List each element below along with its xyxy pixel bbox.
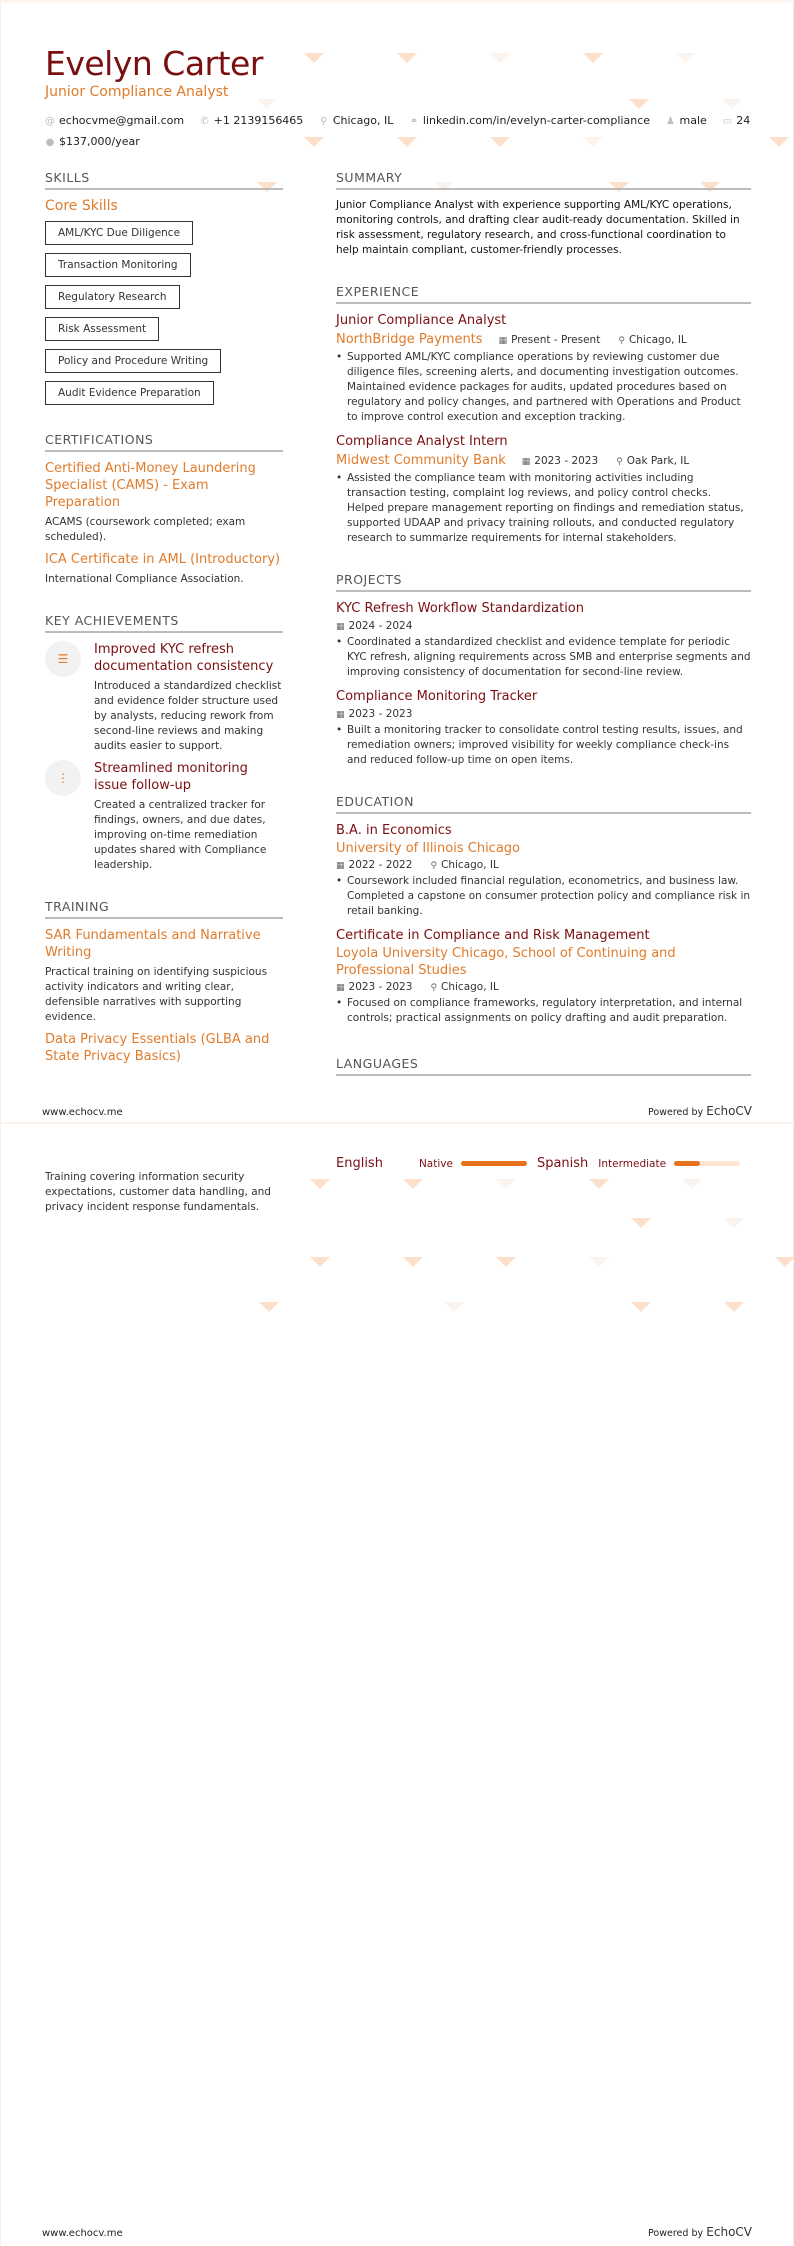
page-footer	[42, 1104, 752, 1118]
language-name: Spanish	[536, 1156, 589, 1171]
training-desc: Practical training on identifying suspicious activity indicators and writing clear, defensible narratives with supporting evidence.	[45, 966, 268, 1023]
contact-salary: ● $137,000/year	[45, 132, 140, 153]
resume-page-2	[0, 1122, 794, 2246]
project-item	[336, 688, 751, 768]
resume-header	[45, 45, 263, 100]
left-column	[45, 170, 283, 1065]
certifications-section	[45, 432, 283, 587]
footer-site-link[interactable]: www.echocv.me	[42, 1107, 123, 1118]
footer-brand[interactable]: EchoCV	[706, 2225, 752, 2239]
company-name: NorthBridge Payments	[336, 332, 483, 347]
skill-tag: Risk Assessment	[45, 317, 159, 341]
achievement-desc: Created a centralized tracker for findings, owners, and due dates, improving on-time remediation updates shared with Compliance leadership.	[94, 799, 267, 871]
align-left-icon: ☰	[45, 641, 81, 677]
certification-name: ICA Certificate in AML (Introductory)	[45, 552, 281, 567]
salary-icon: ●	[45, 137, 55, 148]
degree-title: B.A. in Economics	[336, 823, 452, 838]
language-proficiency-bar	[461, 1161, 527, 1166]
language-name: English	[336, 1156, 383, 1171]
languages-list	[336, 1156, 751, 1171]
job-location: Oak Park, IL	[626, 455, 690, 467]
skill-tag: Audit Evidence Preparation	[45, 381, 214, 405]
footer-brand[interactable]: EchoCV	[706, 1104, 752, 1118]
job-dates: Present - Present	[511, 334, 601, 346]
section-title: SUMMARY	[336, 170, 751, 190]
skill-tag: Regulatory Research	[45, 285, 180, 309]
location-icon: ⚲	[320, 116, 328, 127]
education-bullet: • Focused on compliance frameworks, regulatory interpretation, and internal controls; practical assignments on policy drafting and audit preparation.	[336, 996, 751, 1026]
location-pin-icon: ⚲	[618, 336, 625, 346]
education-location: Chicago, IL	[441, 859, 499, 871]
calendar-icon: ▦	[336, 710, 345, 720]
skill-tag: AML/KYC Due Diligence	[45, 221, 193, 245]
section-title: SKILLS	[45, 170, 283, 190]
achievement-item	[45, 641, 283, 754]
achievement-desc: Introduced a standardized checklist and evidence folder structure used by analysts, reducing rework from second-line reviews and making audits easier to support.	[94, 680, 282, 752]
language-level: Native	[418, 1157, 453, 1170]
calendar-icon: ▦	[336, 983, 345, 993]
skill-tag: Policy and Procedure Writing	[45, 349, 221, 373]
section-title: TRAINING	[45, 899, 283, 919]
section-title: KEY ACHIEVEMENTS	[45, 613, 283, 633]
contact-email[interactable]: @ echocvme@gmail.com	[45, 111, 184, 132]
at-icon: @	[45, 116, 55, 127]
school-name: Loyola University Chicago, School of Continuing and Professional Studies	[336, 946, 676, 978]
location-pin-icon: ⚲	[616, 457, 623, 467]
certification-issuer: International Compliance Association.	[45, 573, 244, 585]
achievement-title: Streamlined monitoring issue follow-up	[94, 761, 248, 793]
project-bullet: • Built a monitoring tracker to consolidate control testing results, issues, and remediation owners; improved visibility for weekly compliance check-ins and reduced follow-up time on open items.	[336, 723, 751, 768]
calendar-icon: ▦	[521, 457, 531, 467]
resume-page-1	[0, 0, 794, 1122]
experience-item	[336, 433, 751, 546]
experience-section	[336, 284, 751, 546]
job-title: Junior Compliance Analyst	[336, 313, 507, 328]
candidate-name: Evelyn Carter	[45, 44, 263, 83]
training-item	[45, 1031, 283, 1065]
achievements-section	[45, 613, 283, 873]
training-section	[45, 899, 283, 1065]
job-location: Chicago, IL	[628, 334, 687, 346]
training-item	[45, 927, 283, 1025]
education-bullet: • Coursework included financial regulation, econometrics, and business law. Completed a capstone on consumer protection policy and compliance risk in retail banking.	[336, 874, 751, 919]
calendar-icon: ▦	[336, 622, 345, 632]
section-title: CERTIFICATIONS	[45, 432, 283, 452]
education-section	[336, 794, 751, 1026]
language-level: Intermediate	[598, 1157, 667, 1170]
certification-issuer: ACAMS (coursework completed; exam scheduled).	[45, 516, 246, 543]
training-name: Data Privacy Essentials (GLBA and State Privacy Basics)	[45, 1032, 270, 1064]
contact-age: ▭ 24	[722, 111, 750, 132]
education-location: Chicago, IL	[441, 981, 499, 993]
footer-powered-label: Powered by	[648, 1107, 704, 1118]
vertical-dots-icon: ⋮	[45, 760, 81, 796]
person-icon: ♟	[666, 116, 675, 127]
footer-powered-label: Powered by	[648, 2228, 704, 2239]
project-title: Compliance Monitoring Tracker	[336, 689, 538, 704]
job-title: Compliance Analyst Intern	[336, 434, 508, 449]
certification-item	[45, 551, 283, 587]
link-icon: ⚭	[409, 116, 419, 127]
section-title: LANGUAGES	[336, 1056, 751, 1076]
footer-site-link[interactable]: www.echocv.me	[42, 2228, 123, 2239]
location-pin-icon: ⚲	[430, 983, 438, 993]
language-proficiency-bar	[674, 1161, 740, 1166]
education-dates: 2022 - 2022	[348, 859, 413, 871]
project-dates: 2023 - 2023	[348, 708, 413, 720]
candidate-role: Junior Compliance Analyst	[45, 84, 229, 100]
projects-section	[336, 572, 751, 768]
languages-section	[336, 1056, 751, 1076]
section-title: PROJECTS	[336, 572, 751, 592]
education-dates: 2023 - 2023	[348, 981, 413, 993]
job-dates: 2023 - 2023	[534, 455, 599, 467]
skills-group-title: Core Skills	[45, 198, 118, 214]
education-item	[336, 822, 751, 919]
skill-tag: Transaction Monitoring	[45, 253, 191, 277]
company-name: Midwest Community Bank	[336, 453, 506, 468]
school-name: University of Illinois Chicago	[336, 841, 520, 856]
certification-name: Certified Anti-Money Laundering Specialist (CAMS) - Exam Preparation	[45, 461, 256, 510]
calendar-icon: ▦	[498, 336, 508, 346]
project-dates: 2024 - 2024	[348, 620, 413, 632]
experience-item	[336, 312, 751, 425]
project-title: KYC Refresh Workflow Standardization	[336, 601, 584, 616]
calendar-icon: ▭	[722, 116, 733, 127]
summary-text: Junior Compliance Analyst with experience supporting AML/KYC operations, monitoring controls, and drafting clear audit-ready documentation. Skilled in risk assessment, regulatory research, and cross-functional coordination to help maintain compliant, customer-friendly processes.	[336, 199, 740, 256]
contact-info	[45, 111, 765, 153]
achievement-title: Improved KYC refresh documentation consistency	[94, 642, 274, 674]
project-bullet: • Coordinated a standardized checklist and evidence template for periodic KYC refresh, aligning requirements across SMB and enterprise segments and improving consistency of documentation for second-line review.	[336, 635, 751, 680]
job-bullet: • Assisted the compliance team with monitoring activities including transaction testing, complaint log reviews, and policy control checks. Helped prepare management reporting on findings and remediation status, supported UDAAP and privacy training rollouts, and conducted regulatory research to summarize requirements for internal stakeholders.	[336, 471, 751, 546]
contact-phone[interactable]: ✆ +1 2139156465	[200, 111, 304, 132]
contact-linkedin[interactable]: ⚭ linkedin.com/in/evelyn-carter-compliance	[409, 111, 650, 132]
location-pin-icon: ⚲	[430, 861, 438, 871]
phone-icon: ✆	[200, 116, 209, 127]
degree-title: Certificate in Compliance and Risk Management	[336, 928, 650, 943]
section-title: EDUCATION	[336, 794, 751, 814]
achievement-item	[45, 760, 283, 873]
education-item	[336, 927, 751, 1026]
training-name: SAR Fundamentals and Narrative Writing	[45, 928, 261, 960]
training-desc-continued: Training covering information security expectations, customer data handling, and privacy incident response fundamentals.	[45, 1171, 271, 1213]
project-item	[336, 600, 751, 680]
certification-item	[45, 460, 283, 545]
right-column	[336, 170, 751, 1084]
contact-location: ⚲ Chicago, IL	[319, 111, 394, 132]
contact-gender: ♟ male	[666, 111, 707, 132]
summary-section	[336, 170, 751, 258]
calendar-icon: ▦	[336, 861, 345, 871]
skills-section	[45, 170, 283, 410]
page-footer	[42, 2225, 752, 2239]
job-bullet: • Supported AML/KYC compliance operations by reviewing customer due diligence files, screening alerts, and documenting investigation outcomes. Maintained evidence packages for audits, updated procedures based on regulatory and policy changes, and partnered with Operations and Product to improve control execution and exception tracking.	[336, 350, 751, 425]
section-title: EXPERIENCE	[336, 284, 751, 304]
